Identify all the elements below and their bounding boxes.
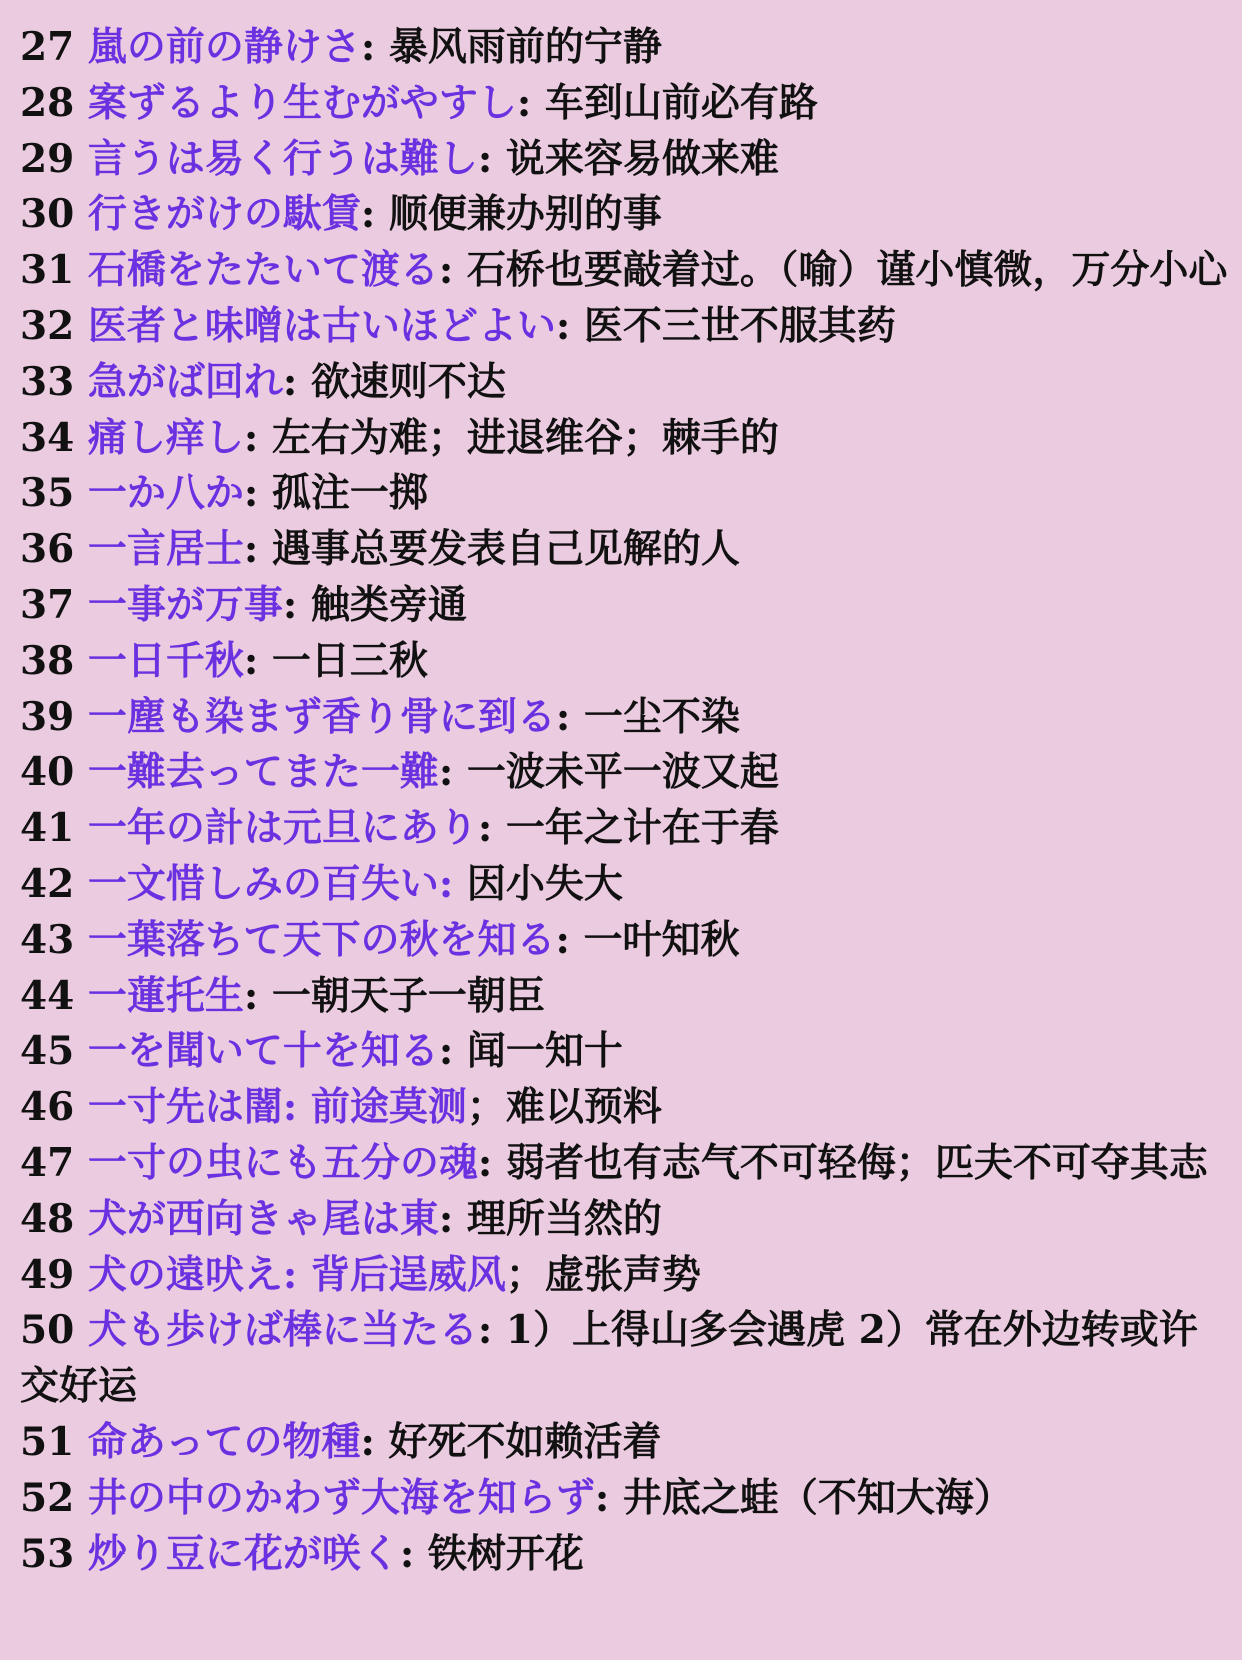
japanese-proverb: 一文惜しみの百失い: [87,860,467,907]
entry-number: 37 [20,581,75,628]
japanese-proverb: 一事が万事 [87,581,283,628]
chinese-meaning: 闻一知十 [466,1028,623,1075]
separator: : [243,470,272,517]
entry-number: 40 [20,749,75,796]
proverb-entry [20,1192,1228,1248]
separator: : [438,749,467,796]
proverb-entry [20,857,1228,913]
entry-number: 47 [20,1139,75,1186]
entry-number: 44 [20,972,75,1019]
separator: : [360,24,389,70]
chinese-meaning: 一波未平一波又起 [466,749,779,796]
entry-number: 50 [20,1307,75,1354]
japanese-proverb: 一塵も染まず香り骨に到る [87,693,556,740]
japanese-proverb: 一葉落ちて天下の秋を知る [87,916,556,963]
japanese-proverb: 一言居士 [87,526,244,573]
entry-number: 36 [20,526,75,573]
separator: : [399,1530,428,1577]
entry-number: 51 [20,1418,75,1465]
entry-number: 41 [20,805,75,852]
proverb-entry [20,1248,1228,1304]
japanese-proverb: 一難去ってまた一難 [87,749,439,796]
entry-number: 45 [20,1028,75,1075]
separator: : [243,972,272,1019]
chinese-meaning: 暴风雨前的宁静 [388,24,662,70]
proverb-entry [20,745,1228,801]
entry-number: 35 [20,470,75,517]
proverb-entry [20,187,1228,243]
separator: : [360,191,389,238]
proverb-entry [20,1415,1228,1471]
proverb-entry [20,1471,1228,1527]
japanese-proverb: 嵐の前の静けさ [87,24,361,70]
japanese-proverb: 井の中のかわず大海を知らず [87,1474,595,1521]
entry-number: 43 [20,916,75,963]
proverb-entry [20,466,1228,522]
chinese-meaning: 遇事总要发表自己见解的人 [271,526,740,573]
entry-number: 49 [20,1251,75,1298]
japanese-proverb: 命あっての物種 [87,1418,361,1465]
entry-number: 32 [20,302,75,349]
proverb-entry [20,801,1228,857]
proverb-entry [20,1527,1228,1583]
chinese-meaning: 触类旁通 [310,581,467,628]
separator: : [555,693,584,740]
chinese-meaning: 理所当然的 [466,1195,662,1242]
entry-number: 31 [20,247,75,294]
japanese-proverb: 犬も歩けば棒に当たる [87,1307,478,1354]
proverb-entry [20,1303,1228,1415]
proverb-entry [20,299,1228,355]
chinese-meaning: 石桥也要敲着过。（喻）谨小慎微，万分小心 [466,247,1228,294]
japanese-proverb: 一寸先は闇: 前途莫测 [87,1084,467,1131]
chinese-meaning: 医不三世不服其药 [583,302,896,349]
entry-number: 28 [20,79,75,126]
japanese-proverb: 犬が西向きゃ尾は東 [87,1195,439,1242]
separator: : [282,358,311,405]
chinese-meaning: 车到山前必有路 [544,79,818,126]
proverb-entry [20,132,1228,188]
proverb-entry [20,1136,1228,1192]
entry-number: 27 [20,24,75,70]
chinese-meaning: 一年之计在于春 [505,805,779,852]
proverb-entry [20,690,1228,746]
separator: : [516,79,545,126]
entry-number: 46 [20,1084,75,1131]
entry-number: 48 [20,1195,75,1242]
japanese-proverb: 一か八か [87,470,244,517]
chinese-meaning: 一叶知秋 [583,916,740,963]
separator: : [555,916,584,963]
chinese-meaning: 弱者也有志气不可轻侮；匹夫不可夺其志 [505,1139,1208,1186]
chinese-meaning: 顺便兼办别的事 [388,191,662,238]
chinese-meaning: ；虚张声势 [505,1251,701,1298]
proverb-entry [20,411,1228,467]
entry-number: 30 [20,191,75,238]
separator: : [477,1139,506,1186]
chinese-meaning: 好死不如赖活着 [388,1418,662,1465]
chinese-meaning: 一尘不染 [583,693,740,740]
entry-number: 39 [20,693,75,740]
separator: : [438,247,467,294]
japanese-proverb: 一年の計は元旦にあり [87,805,478,852]
proverb-entry [20,578,1228,634]
japanese-proverb: 案ずるより生むがやすし [87,79,517,126]
japanese-proverb: 一寸の虫にも五分の魂 [87,1139,478,1186]
separator: : [477,135,506,182]
separator: : [360,1418,389,1465]
japanese-proverb: 一蓮托生 [87,972,244,1019]
separator: : [477,1307,506,1354]
japanese-proverb: 行きがけの駄賃 [87,191,361,238]
separator: : [555,302,584,349]
chinese-meaning: 井底之蛙（不知大海） [622,1474,1013,1521]
chinese-meaning: ；难以预料 [466,1084,662,1131]
entry-number: 52 [20,1474,75,1521]
chinese-meaning: 孤注一掷 [271,470,428,517]
proverb-entry [20,634,1228,690]
entry-number: 42 [20,860,75,907]
entry-number: 53 [20,1530,75,1577]
japanese-proverb: 痛し痒し [87,414,244,461]
separator: : [243,526,272,573]
chinese-meaning: 欲速则不达 [310,358,506,405]
separator: : [477,805,506,852]
chinese-meaning: 铁树开花 [427,1530,584,1577]
chinese-meaning: 1）上得山多会遇虎 2）常在外边转或许交好运 [20,1307,1198,1410]
japanese-proverb: 一を聞いて十を知る [87,1028,439,1075]
japanese-proverb: 言うは易く行うは難し [87,135,478,182]
proverb-entry [20,969,1228,1025]
proverb-entry [20,522,1228,578]
chinese-meaning: 说来容易做来难 [505,135,779,182]
chinese-meaning: 一日三秋 [271,637,428,684]
japanese-proverb: 石橋をたたいて渡る [87,247,439,294]
japanese-proverb: 犬の遠吠え: 背后逞威风 [87,1251,506,1298]
proverb-entry [20,76,1228,132]
entry-number: 29 [20,135,75,182]
entry-number: 33 [20,358,75,405]
japanese-proverb: 医者と味噌は古いほどよい [87,302,556,349]
separator: : [243,637,272,684]
entry-number: 34 [20,414,75,461]
chinese-meaning: 一朝天子一朝臣 [271,972,545,1019]
proverb-entry [20,1080,1228,1136]
japanese-proverb: 急がば回れ [87,358,283,405]
japanese-proverb: 一日千秋 [87,637,244,684]
separator: : [594,1474,623,1521]
proverb-entry [20,1024,1228,1080]
japanese-proverb: 炒り豆に花が咲く [87,1530,400,1577]
separator: : [438,1028,467,1075]
proverb-entry [20,243,1228,299]
chinese-meaning: 左右为难；进退维谷；棘手的 [271,414,779,461]
separator: : [282,581,311,628]
proverb-entry [20,20,1228,76]
proverb-entry [20,913,1228,969]
separator: : [243,414,272,461]
proverb-entry [20,355,1228,411]
separator: : [438,1195,467,1242]
chinese-meaning: 因小失大 [466,860,623,907]
entry-number: 38 [20,637,75,684]
